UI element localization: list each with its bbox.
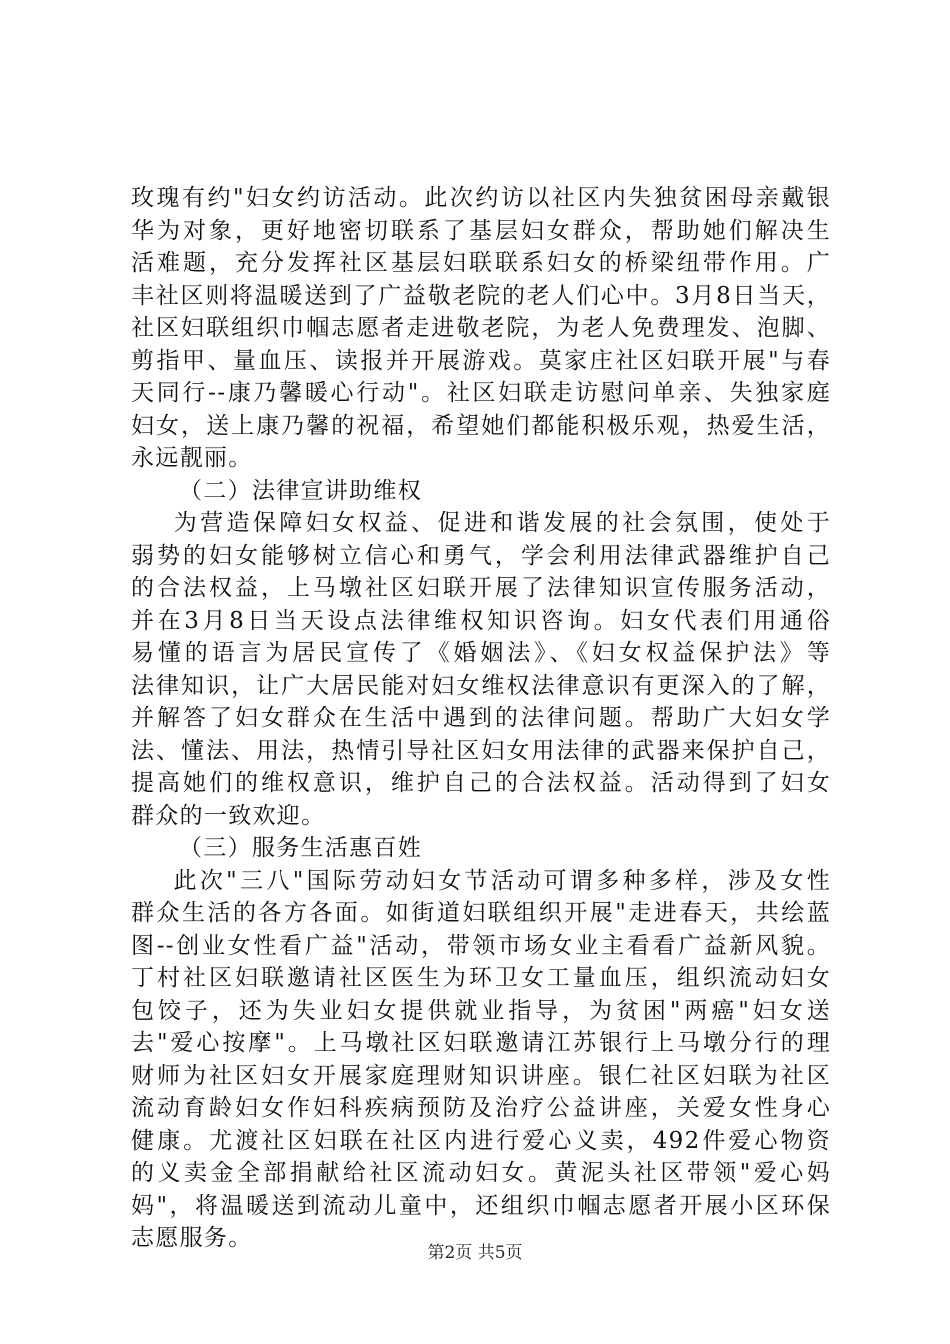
text-line: 妇女，送上康乃馨的祝福，希望她们都能积极乐观，热爱生活， — [131, 412, 831, 439]
text-line: 妈"，将温暖送到流动儿童中，还组织巾帼志愿者开展小区环保 — [131, 1192, 831, 1219]
text-line: 丁村社区妇联邀请社区医生为环卫女工量血压，组织流动妇女 — [131, 965, 831, 991]
text-line: 永远靓丽。 — [131, 445, 253, 471]
text-line: 此次"三八"国际劳动妇女节活动可谓多种多样，涉及女性 — [131, 867, 831, 894]
text-line: 图--创业女性看广益"活动，带领市场女业主看看广益新风貌。 — [131, 932, 831, 959]
text-line: 流动育龄妇女作妇科疾病预防及治疗公益讲座，关爱女性身心 — [131, 1095, 831, 1121]
text-line: 剪指甲、量血压、读报并开展游戏。莫家庄社区妇联开展"与春 — [131, 347, 831, 374]
text-line: 弱势的妇女能够树立信心和勇气，学会利用法律武器维护自己 — [131, 542, 831, 569]
text-line: 志愿服务。 — [131, 1225, 253, 1251]
section-heading-3: （三）服务生活惠百姓 — [179, 835, 422, 861]
text-line: 提高她们的维权意识，维护自己的合法权益。活动得到了妇女 — [131, 770, 831, 796]
paragraph-2 — [131, 507, 831, 832]
text-line: 法、懂法、用法，热情引导社区妇女用法律的武器来保护自己， — [131, 737, 831, 764]
document-body — [131, 182, 831, 1255]
paragraph-1 — [131, 182, 831, 475]
text-line: 财师为社区妇女开展家庭理财知识讲座。银仁社区妇联为社区 — [131, 1062, 831, 1089]
text-line: 并解答了妇女群众在生活中遇到的法律问题。帮助广大妇女学 — [131, 705, 831, 731]
text-line: 法律知识，让广大居民能对妇女维权法律意识有更深入的了解， — [131, 672, 831, 699]
text-line: 的合法权益，上马墩社区妇联开展了法律知识宣传服务活动， — [131, 575, 831, 601]
page-number-footer: 第2页 共5页 — [427, 1243, 523, 1263]
text-line: 健康。尤渡社区妇联在社区内进行爱心义卖，492件爱心物资 — [131, 1127, 831, 1154]
section-heading-2: （二）法律宣讲助维权 — [179, 477, 422, 504]
text-line: 丰社区则将温暖送到了广益敬老院的老人们心中。3月8日当天， — [131, 282, 831, 309]
text-line: 的义卖金全部捐献给社区流动妇女。黄泥头社区带领"爱心妈 — [131, 1160, 831, 1186]
text-line: 去"爱心按摩"。上马墩社区妇联邀请江苏银行上马墩分行的理 — [131, 1030, 831, 1056]
text-line: 并在3月8日当天设点法律维权知识咨询。妇女代表们用通俗 — [131, 607, 831, 634]
text-line: 活难题，充分发挥社区基层妇联联系妇女的桥梁纽带作用。广 — [131, 250, 831, 276]
text-line: 天同行--康乃馨暖心行动"。社区妇联走访慰问单亲、失独家庭 — [131, 380, 831, 406]
text-line: 群众生活的各方各面。如街道妇联组织开展"走进春天，共绘蓝 — [131, 900, 831, 926]
text-line: 包饺子，还为失业妇女提供就业指导，为贫困"两癌"妇女送 — [131, 997, 831, 1024]
text-line: 玫瑰有约"妇女约访活动。此次约访以社区内失独贫困母亲戴银 — [131, 185, 831, 211]
text-line: 社区妇联组织巾帼志愿者走进敬老院，为老人免费理发、泡脚、 — [131, 315, 831, 341]
paragraph-3 — [131, 865, 831, 1255]
text-line: 群众的一致欢迎。 — [131, 802, 326, 829]
text-line: 为营造保障妇女权益、促进和谐发展的社会氛围，使处于 — [131, 510, 831, 536]
text-line: 易懂的语言为居民宣传了《婚姻法》、《妇女权益保护法》等 — [131, 640, 831, 666]
text-line: 华为对象，更好地密切联系了基层妇女群众，帮助她们解决生 — [131, 217, 831, 244]
